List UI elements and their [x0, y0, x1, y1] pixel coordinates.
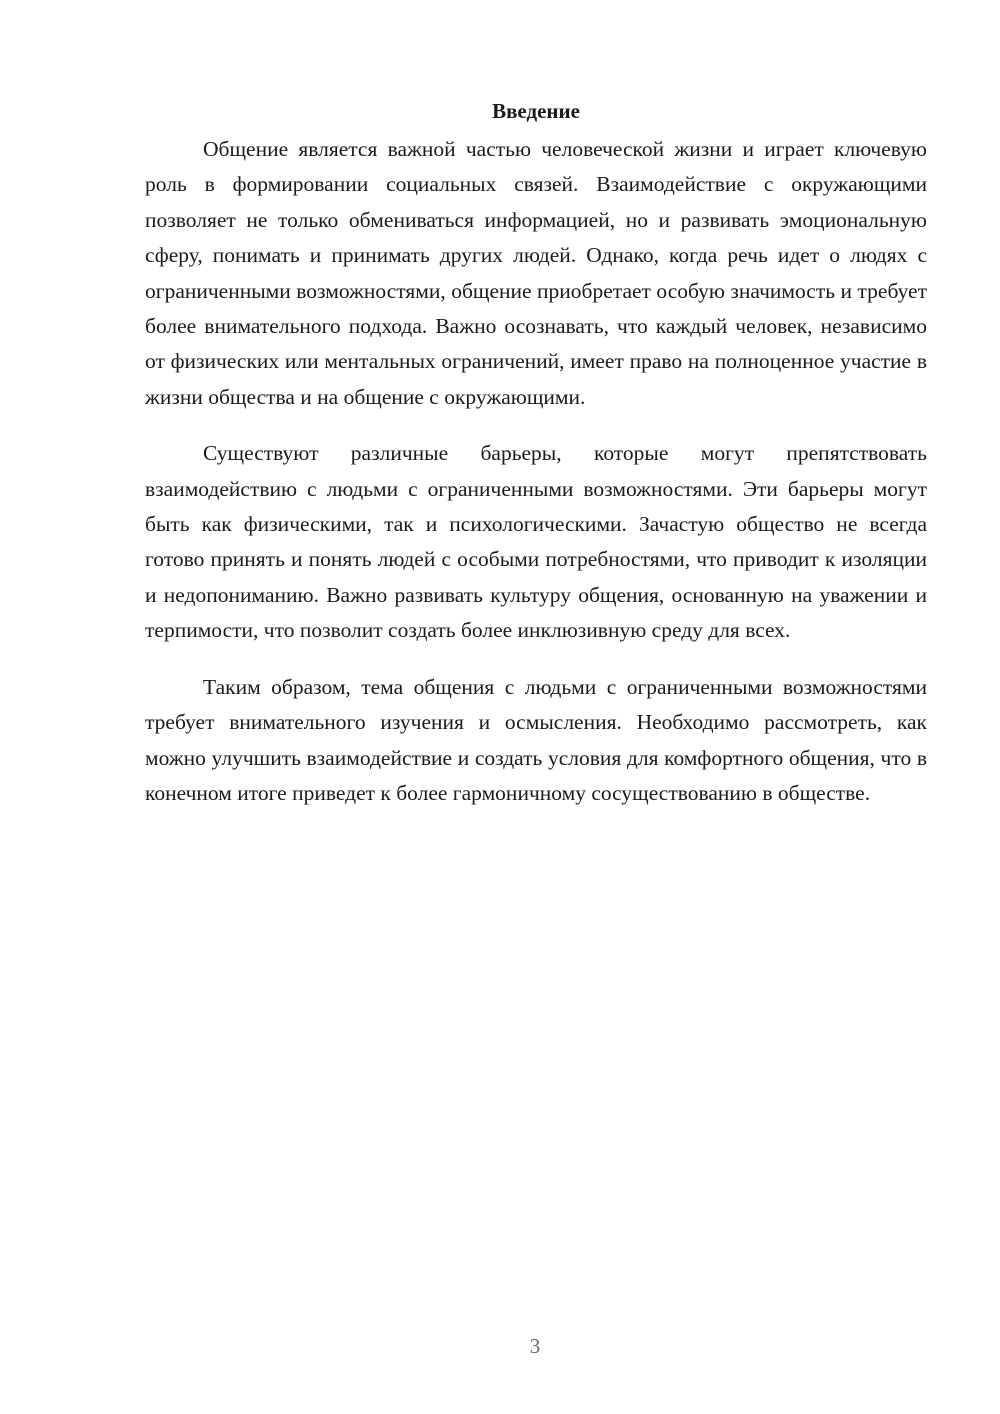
paragraph-2: Существуют различные барьеры, которые могут препятствовать взаимодействию с людьми с ограниченными возможностями. Эти барьеры могут быть как физическими, так и психологическими. Зачастую общество не всегда готово принять и понять людей с особыми потребностями, что приводит к изоляции и недопониманию. Важно развивать культуру общения, основанную на уважении и терпимости, что позволит создать более инклюзивную среду для всех.: [145, 441, 927, 643]
section-title: Введение: [492, 99, 580, 123]
page-content: [145, 93, 927, 832]
paragraph-1: Общение является важной частью человеческой жизни и играет ключевую роль в формировании социальных связей. Взаимодействие с окружающими позволяет не только обмениваться информацией, но и развивать эмоциональную сферу, понимать и принимать других людей. Однако, когда речь идет о людях с ограниченными возможностями, общение приобретает особую значимость и требует более внимательного подхода. Важно осознавать, что каждый человек, независимо от физических или ментальных ограничений, имеет право на полноценное участие в жизни общества и на общение с окружающими.: [145, 137, 927, 409]
page-number: 3: [529, 1334, 541, 1358]
paragraph-3: Таким образом, тема общения с людьми с ограниченными возможностями требует внимательного изучения и осмысления. Необходимо рассмотреть, как можно улучшить взаимодействие и создать условия для комфортного общения, что в конечном итоге приведет к более гармоничному сосуществованию в обществе.: [145, 674, 927, 805]
